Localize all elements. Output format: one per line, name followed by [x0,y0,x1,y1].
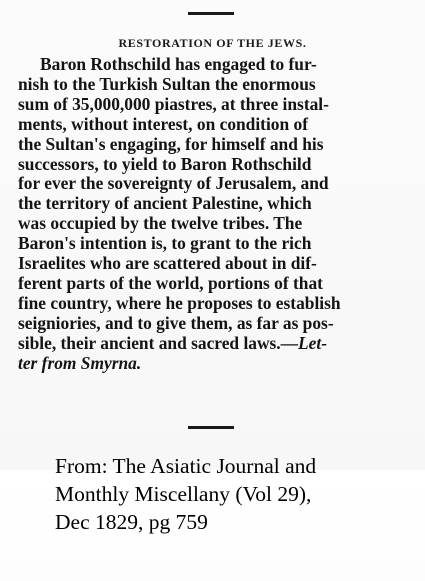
article-line: fine country, where he proposes to establish [18,292,341,313]
citation-line-1: From: The Asiatic Journal and [55,454,317,478]
top-rule-divider [188,12,234,15]
article-line: seigniories, and to give them, as far as pos- [18,312,334,333]
article-line: Baron's intention is, to grant to the rich [18,233,312,254]
article-line: ments, without interest, on condition of [18,113,309,134]
citation-line-3: Dec 1829, pg 759 [55,510,208,534]
article-heading: RESTORATION OF THE JEWS. [118,36,307,50]
source-attribution-part1: Let- [298,332,328,353]
article-line: sum of 35,000,000 piastres, at three instal- [18,93,329,114]
article-line: successors, to yield to Baron Rothschild [18,153,312,174]
article-line-text: sible, their ancient and sacred laws.— [18,332,299,353]
article-body [18,55,418,374]
article-line: nish to the Turkish Sultan the enormous [18,73,316,94]
bottom-rule-divider [188,426,234,429]
citation-line-2: Monthly Miscellany (Vol 29), [55,482,312,506]
article-line: Baron Rothschild has engaged to fur- [40,54,317,74]
article-line: the territory of ancient Palestine, which [18,193,312,214]
article-line: the Sultan's engaging, for himself and his [18,133,324,154]
citation-caption [55,452,415,536]
article-line: ferent parts of the world, portions of that [18,272,323,293]
article-line [18,334,418,354]
article-line: Israelites who are scattered about in dif- [18,253,317,274]
article-line [18,354,418,374]
source-attribution-part2: ter from Smyrna. [18,352,142,373]
article-line: was occupied by the twelve tribes. The [18,213,303,234]
article-line: for ever the sovereignty of Jerusalem, and [18,173,329,194]
